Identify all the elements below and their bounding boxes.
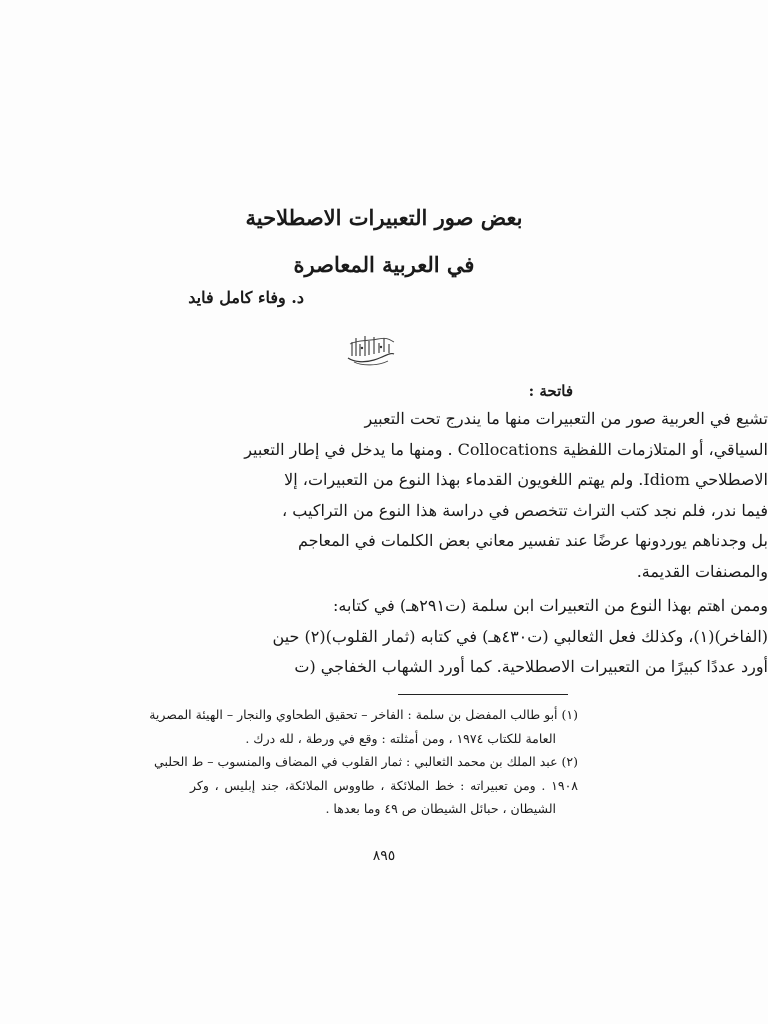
section-heading: فاتحة : (528, 382, 573, 400)
footnote-line: (٢) عبد الملك بن محمد الثعالبي : ثمار القلوب في المضاف والمنسوب – ط الحلبي (154, 754, 578, 769)
body-line: أورد عددًا كبيرًا من التعبيرات الاصطلاحية. كما أورد الشهاب الخفاجي (ت (294, 657, 768, 676)
body-line: وممن اهتم بهذا النوع من التعبيرات ابن سلمة (ت٢٩١هـ) في كتابه: (333, 596, 768, 615)
page-number: ٨٩٥ (372, 848, 396, 864)
body-line: بل وجدناهم يوردونها عرضًا عند تفسير معاني بعض الكلمات في المعاجم (298, 531, 768, 550)
footnotes (149, 703, 578, 821)
footnote-separator (398, 694, 568, 695)
footnote-line: العامة للكتاب ١٩٧٤ ، ومن أمثلته : وقع في ورطة ، لله درك . (245, 730, 556, 746)
footnote-line: (١) أبو طالب المفضل بن سلمة : الفاخر – تحقيق الطحاوي والنجار – الهيئة المصرية (149, 707, 578, 722)
author-name: د. وفاء كامل فايد (188, 288, 304, 307)
article-title-line-1: بعض صور التعبيرات الاصطلاحية (245, 205, 523, 230)
body-line: والمصنفات القديمة. (636, 561, 768, 581)
body-line: تشيع في العربية صور من التعبيرات منها ما يندرج تحت التعبير (364, 409, 768, 428)
body-line: (الفاخر)(١)، وكذلك فعل الثعالبي (ت٤٣٠هـ) في كتابه (ثمار القلوب)(٢) حين (272, 626, 768, 646)
article-title-line-2: في العربية المعاصرة (293, 252, 475, 277)
body-line: الاصطلاحي Idiom. ولم يهتم اللغويون القدماء بهذا النوع من التعبيرات، إلا (284, 470, 768, 489)
body-text (190, 404, 768, 683)
body-line: فيما ندر، فلم نجد كتب التراث تتخصص في دراسة هذا النوع من التراكيب ، (282, 500, 768, 520)
footnote-line: الشيطان ، حبائل الشيطان ص ٤٩ وما بعدها . (325, 801, 556, 816)
footnote-line: ١٩٠٨ . ومن تعبيراته : خط الملائكة ، طاووس الملائكة، جند إبليس ، وكر (190, 777, 578, 793)
basmala-calligraphy-icon (344, 332, 398, 368)
body-line: السياقي، أو المتلازمات اللفظية Collocations . ومنها ما يدخل في إطار التعبير (244, 439, 768, 459)
